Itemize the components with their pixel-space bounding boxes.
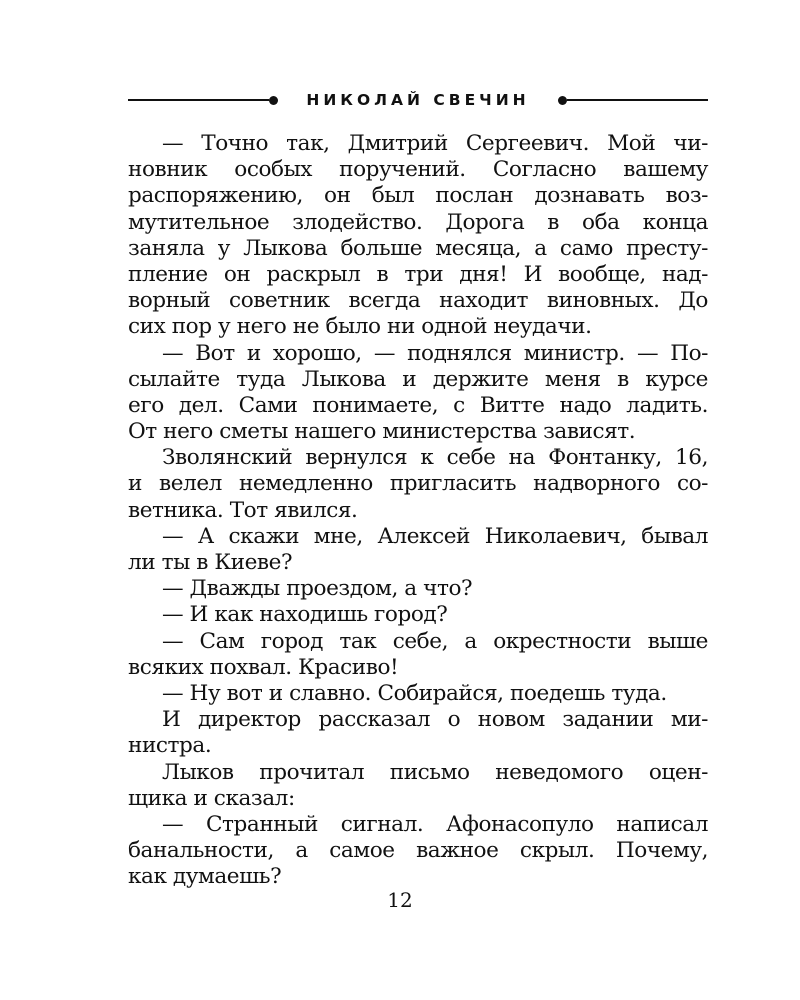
text-line: — И как находишь город?: [162, 602, 448, 628]
text-line: ли ты в Киеве?: [128, 550, 293, 575]
text-line: новник особых поручений. Согласно вашему: [128, 157, 708, 183]
text-line: распоряжению, он был послан дознавать воз-: [128, 183, 708, 209]
text-line: мутительное злодейство. Дорога в оба конца: [128, 209, 708, 235]
text-line: ветника. Тот явился.: [128, 497, 358, 523]
header-rule-left: [128, 99, 269, 101]
page-number: 12: [387, 888, 413, 912]
text-line: сылайте туда Лыкова и держите меня в курсе: [128, 366, 708, 392]
text-line: — Вот и хорошо, — поднялся министр. — По-: [162, 340, 708, 366]
text-line: нистра.: [128, 733, 212, 759]
text-line: — Сам город так себе, а окрестности выше: [162, 628, 708, 654]
text-line: — А скажи мне, Алексей Николаевич, бывал: [162, 523, 708, 549]
text-line: всяких похвал. Красиво!: [128, 654, 399, 680]
header-rule-right: [567, 99, 708, 101]
text-line: сих пор у него не было ни одной неудачи.: [128, 314, 592, 340]
running-header: [128, 86, 708, 114]
text-line: заняла у Лыкова больше месяца, а само престу-: [128, 235, 708, 261]
text-line: как думаешь?: [128, 864, 282, 890]
header-bullet-right: [558, 96, 567, 105]
text-line: щика и сказал:: [128, 785, 295, 811]
text-line: И директор рассказал о новом задании ми-: [162, 707, 708, 733]
body-text: [128, 131, 708, 890]
text-line: — Ну вот и славно. Собирайся, поедешь туда.: [162, 680, 667, 706]
text-line: От него сметы нашего министерства зависят.: [128, 419, 636, 445]
text-line: пление он раскрыл в три дня! И вообще, над-: [128, 261, 708, 287]
text-line: ворный советник всегда находит виновных. До: [128, 288, 708, 314]
header-bullet-left: [269, 96, 278, 105]
text-line: банальности, а самое важное скрыл. Почему,: [128, 838, 708, 864]
text-line: — Странный сигнал. Афонасопуло написал: [162, 811, 708, 837]
text-line: — Точно так, Дмитрий Сергеевич. Мой чи-: [162, 131, 708, 156]
text-line: его дел. Сами понимаете, с Витте надо ладить.: [128, 392, 708, 418]
text-line: Лыков прочитал письмо неведомого оцен-: [162, 759, 708, 785]
text-line: Зволянский вернулся к себе на Фонтанку, 16,: [162, 445, 708, 471]
author-name: НИКОЛАЙ СВЕЧИН: [306, 91, 530, 109]
text-line: и велел немедленно пригласить надворного со-: [128, 471, 708, 497]
text-line: — Дважды проездом, а что?: [162, 576, 473, 602]
